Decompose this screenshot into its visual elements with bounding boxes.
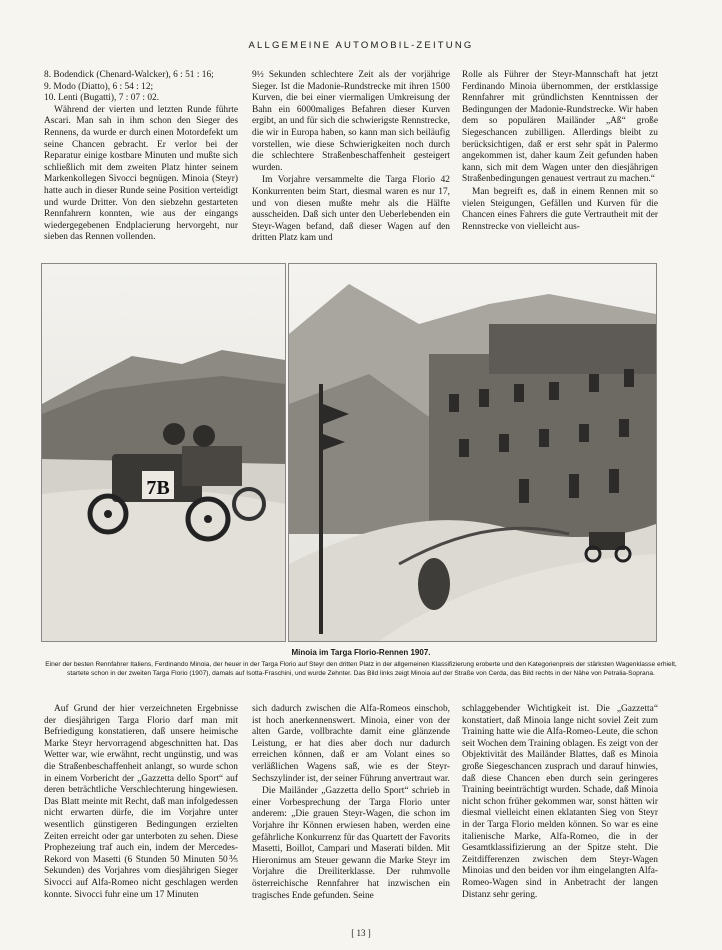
photo-caption-title: Minoia im Targa Florio-Rennen 1907. bbox=[291, 648, 431, 657]
top-column-3 bbox=[462, 70, 658, 234]
paragraph: Während der vierten und letzten Runde führte Ascari. Man sah in ihm schon den Sieger des Rennens, da wurde er durch einen Motordefekt um seine Chancen gebracht. Er verlor bei der Reparatur einige kostbare Minuten und mußte sich schließlich mit dem zweiten Platz hinter seinem Markenkollegen Sivocci begnügen. Minoia (Steyr) hatte auch in dieser Runde seine Position verteidigt und wurde Dritter. Von den siebzehn gestarteten Rennfahrern konnten, wie aus der eingangs wiedergegebenen Endplacierung hervorgeht, nur sieben das Rennen vollenden. bbox=[44, 104, 238, 243]
results-list-item: 8. Bodendick (Chenard-Walcker), 6 : 51 : 16; bbox=[44, 70, 214, 80]
photo-right-village-road bbox=[288, 263, 657, 642]
paragraph: Im Vorjahre versammelte die Targa Florio 42 Konkurrenten beim Start, diesmal waren es nur 17, und von diesen mußte mehr als die Hälfte ausscheiden. Daß sich unter den Ueberlebenden ein Steyr-Wagen befand, daß dieser Wagen auf den dritten Platz kam und bbox=[252, 175, 450, 244]
paragraph: sich dadurch zwischen die Alfa-Romeos einschob, ist hoch anerkennenswert. Minoia, einer von der alten Garde, vollbrachte damit eine glänzende Leistung, er hat dies aber doch nur dadurch erreichen können, daß er am Volant eines so verläßlichen Wagens saß, wie es der Steyr-Sechszylinder ist, der seiner Führung anvertraut war. bbox=[252, 704, 450, 784]
results-list-item: 9. Modo (Diatto), 6 : 54 : 12; bbox=[44, 81, 154, 92]
car-number-label: 7B bbox=[146, 477, 170, 499]
paragraph: 9½ Sekunden schlechtere Zeit als der vorjährige Sieger. Ist die Madonie-Rundstrecke mit ihren 1500 Kurven, die bei einer viermaligen Umkreisung der Bahn ein 6000maliges Befahren dieser Kurven ergibt, an und für sich die schwierigste Rennstrecke, die wir in Europa haben, so kann man sich beiläufig vorstellen, wie diese Schwierigkeiten noch durch die schlechtere Straßenbeschaffenheit gesteigert wurden. bbox=[252, 70, 450, 173]
paragraph: schlaggebender Wichtigkeit ist. Die „Gazzetta“ konstatiert, daß Minoia lange nicht soviel Zeit zum Training hatte wie die Alfa-Romeo-Leute, die schon seit Wochen dem Training oblagen. Es zeigt von der Objektivität des Mailänder Blattes, daß es Minoia große Siegeschancen zusprach und darauf hinwies, daß diese Chancen eben durch sein geringeres Training beeinträchtigt wurden. Schade, daß Minoia nicht schon früher gekommen war, sonst hätten wir diesmal vielleicht einen eklatanten Sieg von Steyr in der Targa Florio melden können. So war es eine italienische Marke, Alfa-Romeo, die in der Gesamtklassifizierung an der Spitze steht. Die Zeitdifferenzen zwischen dem Steyr-Wagen Minoias und den beiden vor ihm eingelangten Alfa-Romeo-Wagen sind in Anbetracht der langen Distanz sehr gering. bbox=[462, 704, 658, 900]
photo-left-race-car bbox=[41, 263, 286, 642]
bottom-column-1 bbox=[44, 704, 238, 902]
paragraph: Auf Grund der hier verzeichneten Ergebnisse der diesjährigen Targa Florio darf man mit Befriedigung konstatieren, daß unsere heimische Marke Steyr hervorragend abgeschnitten hat. Das Wetter war, wie erwähnt, recht ungünstig, und was die Straßenbeschaffenheit anlangt, so wurde schon in einem Vorbericht der „Gazzetta dello Sport“ auf deren beträchtliche Verschlechterung hingewiesen. Das Blatt meinte mit Recht, daß man infolgedessen nicht erwarten dürfe, die im Vorjahre unter wesentlich günstigeren Bedingungen erzielten Zeiten erreicht oder gar unterboten zu sehen. Diese Prophezeiung traf auch ein, indem der Mercedes-Rekord von Masetti (6 Stunden 50 Minuten 50⅗ Sekunden) des Vorjahres vom diesjährigen Sieger Sivocci auf Alfa-Romeo nicht geschlagen werden konnte. Sivocci fuhr eine um 17 Minuten bbox=[44, 704, 238, 900]
top-column-2 bbox=[252, 70, 450, 246]
page-number: [ 13 ] bbox=[351, 928, 371, 938]
paragraph: Man begreift es, daß in einem Rennen mit so vielen Steigungen, Gefällen und Kurven für die Chancen eines Fahrers die gute Vertrautheit mit der Rennstrecke von vielleicht aus- bbox=[462, 186, 658, 232]
photo-caption-text: Einer der besten Rennfahrer Italiens, Ferdinando Minoia, der heuer in der Targa Florio auf Steyr den dritten Platz in der allgemeinen Klassifizierung eroberte und den Kategorienpreis der stärksten Wagenklasse erhielt, startete schon in der zweiten Targa Florio (1907), damals auf Isotta-Fraschini, und wurde Zehnter. Das Bild links zeigt Minoia auf der Straße von Cerda, das Bild rechts in der Nähe von Petralia-Soprana. bbox=[45, 661, 677, 677]
photo-group bbox=[41, 263, 655, 640]
running-header: ALLGEMEINE AUTOMOBIL-ZEITUNG bbox=[248, 40, 474, 51]
top-column-1 bbox=[44, 70, 238, 245]
paragraph: Die Mailänder „Gazzetta dello Sport“ schrieb in einer Vorbesprechung der Targa Florio unter anderem: „Die grauen Steyr-Wagen, die schon im Vorjahre ihr Können erwiesen haben, werden eine gefährliche Konkurrenz für das Quartett der Favorits Masetti, Boillot, Campari und Maserati bilden. Mit Hieronimus am Steuer gewann die Marke Steyr im Vorjahre die Dreiliterklasse. Der ruhmvolle österreichische Rennfahrer hat inzwischen ein tragisches Ende gefunden. Seine bbox=[252, 786, 450, 901]
results-list-item: 10. Lenti (Bugatti), 7 : 07 : 02. bbox=[44, 93, 160, 104]
bottom-column-2 bbox=[252, 704, 450, 903]
paragraph: Rolle als Führer der Steyr-Mannschaft hat jetzt Ferdinando Minoia übernommen, der erstklassige Rennfahrer mit gründlichsten Kenntnissen der Bedingungen der Madonie-Rundstrecke. Wir haben dem so populären Mailänder „Aß“ große Siegeschancen zubilligen. Allerdings bleibt zu berücksichtigen, daß er erst sehr spät in Palermo angekommen ist, daher kaum Zeit gefunden haben kann, sich mit dem Wagen unter den diesjährigen Straßenbedingungen genauest vertraut zu machen.“ bbox=[462, 70, 658, 185]
bottom-column-3 bbox=[462, 704, 658, 902]
